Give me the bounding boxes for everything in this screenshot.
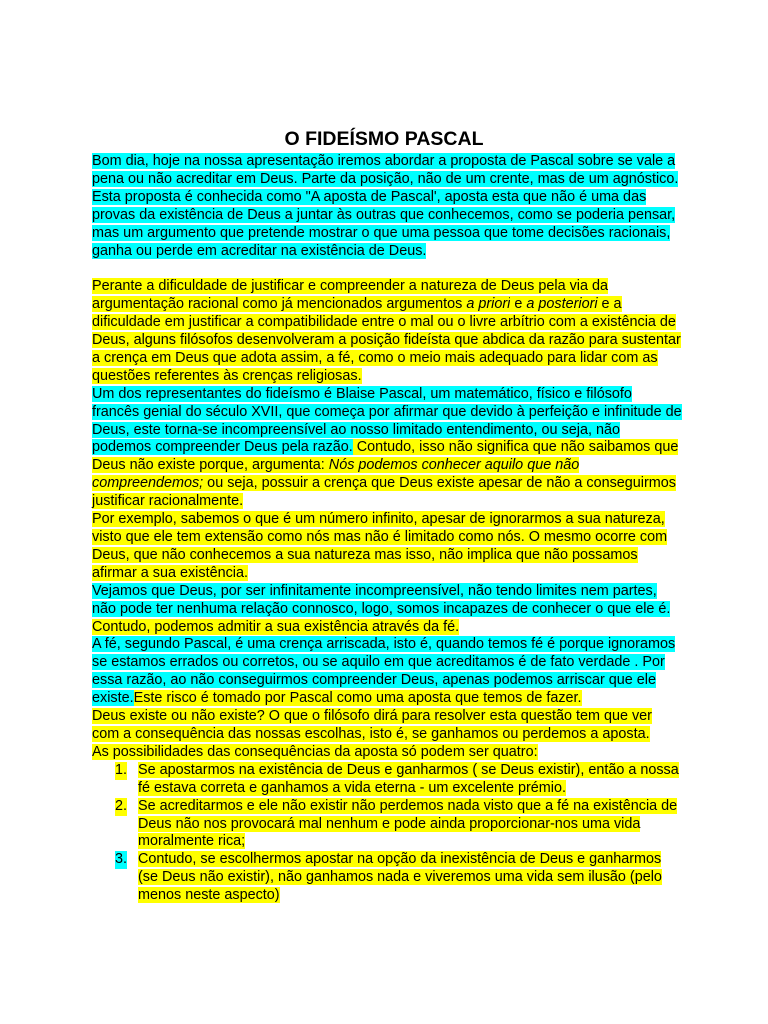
list-item-text: Se apostarmos na existência de Deus e ganharmos ( se Deus existir), então a nossa fé estava correta e ganhamos a vida eterna - um excelente prémio. xyxy=(138,761,679,796)
paragraph-faith xyxy=(92,636,682,708)
paragraph-possibilities xyxy=(92,744,682,762)
list-item xyxy=(92,762,682,798)
list-item-number: 2. xyxy=(115,797,128,814)
question-text: Deus existe ou não existe? O que o filósofo dirá para resolver esta questão tem que ver com a consequência das nossas escolhas, isto é, se ganhamos ou perdemos a aposta. xyxy=(92,708,652,742)
fideism-text-a: Perante a dificuldade de justificar e compreender a natureza de Deus pela via da argumentação racional como já mencionados argumentos xyxy=(92,278,608,313)
possibilities-text: As possibilidades das consequências da aposta só podem ser quatro: xyxy=(92,743,538,760)
fideism-text-e: e a dificuldade em justificar a compatibilidade entre o mal ou o livre arbítrio com a existência de Deus, alguns filósofos desenvolveram a posição fideísta que abdica da razão para sustentar a crença em Deus que adota assim, a fé, como o meio mais adequado para lidar com as questões referentes às crenças religiosas. xyxy=(92,296,681,384)
list-item-text: Contudo, se escolhermos apostar na opção da inexistência de Deus e ganharmos (se Deus não existir), não ganhamos nada e viveremos uma vida sem ilusão (pelo menos neste aspecto) xyxy=(138,851,662,904)
paragraph-pascal xyxy=(92,386,682,511)
paragraph-intro xyxy=(92,153,682,260)
fideism-text-c: e xyxy=(510,296,527,313)
fideism-a-priori: a priori xyxy=(466,296,511,313)
pascal-text-b: Contudo, isso não significa que não saibamos que Deus não existe porque, argumenta: xyxy=(92,439,679,474)
paragraph-example xyxy=(92,511,682,583)
faith-text-c: Este risco é tomado por Pascal como uma aposta que temos de fazer. xyxy=(133,690,582,707)
example-text: Por exemplo, sabemos o que é um número infinito, apesar de ignorarmos a sua natureza, visto que ele tem extensão como nós mas não é limitado como nós. O mesmo ocorre com Deus, que não conhecemos a sua natureza mas isso, não implica que não possamos afirmar a sua existência. xyxy=(92,511,668,581)
faith-text-b: . Por essa razão, ao não conseguirmos compreender Deus, apenas podemos arriscar que ele existe. xyxy=(92,654,665,707)
pascal-quote: Nós podemos conhecer aquilo que não compreendemos; xyxy=(92,457,580,492)
blank-line xyxy=(92,260,682,278)
paragraph-fideism xyxy=(92,278,682,385)
faith-text-a: A fé, segundo Pascal, é uma crença arriscada, isto é, quando temos fé é porque ignoramos se estamos errados ou corretos, ou se aquilo em que acreditamos é de fato verdade xyxy=(92,636,676,671)
document-title: O FIDEÍSMO PASCAL xyxy=(284,128,484,150)
incomprehensible-text-b: Contudo, podemos admitir a sua existência através da fé. xyxy=(92,618,460,635)
incomprehensible-text-a: Vejamos que Deus, por ser infinitamente incompreensível, não tendo limites nem partes, não pode ter nenhuma relação connosco, logo, somos incapazes de conhecer o que ele é. xyxy=(92,582,671,617)
document-body xyxy=(92,153,682,905)
fideism-a-posteriori: a posteriori xyxy=(526,296,598,313)
consequences-list xyxy=(92,762,682,905)
pascal-text-d: ou seja, possuir a crença que Deus existe apesar de não a conseguirmos justificar racionalmente. xyxy=(92,475,676,510)
pascal-text-a: Um dos representantes do fideísmo é Blaise Pascal, um matemático, físico e filósofo francês genial do século XVII, que começa por afirmar que devido à perfeição e infinitude de Deus, este torna-se incompreensível ao nosso limitado entendimento, ou seja, não podemos compreender Deus pela razão. xyxy=(92,385,682,456)
paragraph-incomprehensible xyxy=(92,583,682,637)
list-item-number: 1. xyxy=(115,761,128,778)
list-item xyxy=(92,798,682,852)
list-item xyxy=(92,851,682,905)
paragraph-question xyxy=(92,708,682,744)
list-item-number: 3. xyxy=(115,851,128,868)
list-item-text: Se acreditarmos e ele não existir não perdemos nada visto que a fé na existência de Deus não nos provocará mal nenhum e pode ainda proporcionar-nos uma vida moralmente rica; xyxy=(138,797,678,850)
intro-text: Bom dia, hoje na nossa apresentação iremos abordar a proposta de Pascal sobre se vale a pena ou não acreditar em Deus. Parte da posição, não de um crente, mas de um agnóstico. Esta proposta é conhecida como "A aposta de Pascal', aposta esta que não é uma das provas da existência de Deus a juntar às outras que conhecemos, como se poderia pensar, mas um argumento que pretende mostrar o que uma pessoa que tome decisões racionais, ganha ou perde em acreditar na existência de Deus. xyxy=(92,153,679,259)
